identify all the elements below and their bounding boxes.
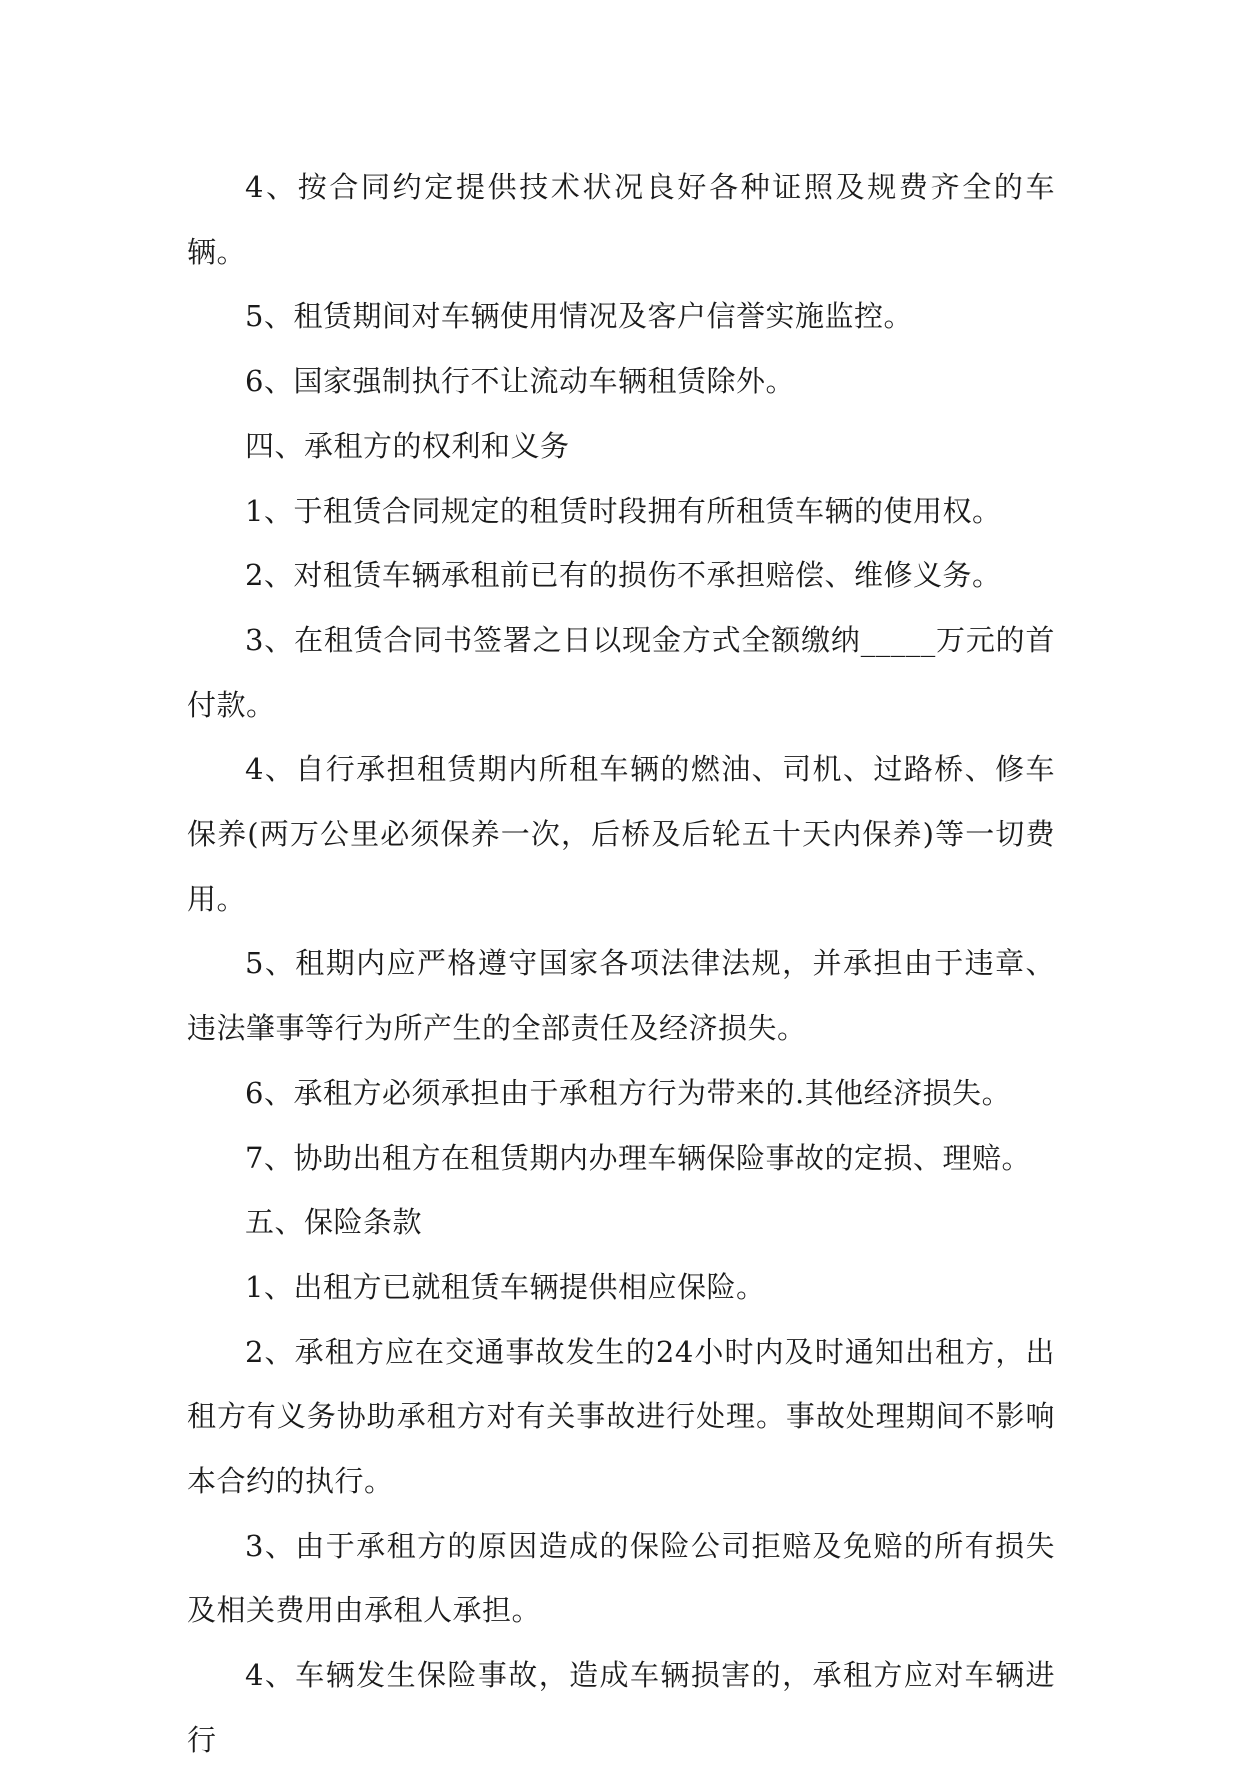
clause-insurance-1: 1、出租方已就租赁车辆提供相应保险。 bbox=[245, 1269, 766, 1304]
clause-insurance-4: 4、车辆发生保险事故，造成车辆损害的，承租方应对车辆进行 bbox=[187, 1658, 1055, 1757]
clause-lessee-6: 6、承租方必须承担由于承租方行为带来的.其他经济损失。 bbox=[245, 1075, 1012, 1110]
clause-lessee-1: 1、于租赁合同规定的租赁时段拥有所租赁车辆的使用权。 bbox=[245, 493, 1002, 528]
clause-lessee-3: 3、在租赁合同书签署之日以现金方式全额缴纳_____万元的首付款。 bbox=[187, 622, 1055, 722]
section-heading-lessee-rights: 四、承租方的权利和义务 bbox=[245, 428, 570, 463]
clause-lessee-2: 2、对租赁车辆承租前已有的损伤不承担赔偿、维修义务。 bbox=[245, 558, 1002, 593]
clause-lessor-4: 4、按合同约定提供技术状况良好各种证照及规费齐全的车辆。 bbox=[187, 170, 1055, 269]
clause-lessee-5: 5、租期内应严格遵守国家各项法律法规，并承担由于违章、违法肇事等行为所产生的全部责任及经济损失。 bbox=[187, 946, 1055, 1046]
clause-lessor-5: 5、租赁期间对车辆使用情况及客户信誉实施监控。 bbox=[245, 299, 913, 334]
document-body bbox=[187, 155, 1055, 1773]
clause-lessee-7: 7、协助出租方在租赁期内办理车辆保险事故的定损、理赔。 bbox=[245, 1140, 1031, 1175]
clause-lessor-6: 6、国家强制执行不让流动车辆租赁除外。 bbox=[245, 364, 795, 399]
section-heading-insurance: 五、保险条款 bbox=[245, 1205, 423, 1240]
clause-lessee-4: 4、自行承担租赁期内所租车辆的燃油、司机、过路桥、修车保养(两万公里必须保养一次，后桥及后轮五十天内保养)等一切费用。 bbox=[187, 752, 1055, 916]
clause-insurance-3: 3、由于承租方的原因造成的保险公司拒赔及免赔的所有损失及相关费用由承租人承担。 bbox=[187, 1528, 1055, 1628]
clause-insurance-2: 2、承租方应在交通事故发生的24小时内及时通知出租方，出租方有义务协助承租方对有关事故进行处理。事故处理期间不影响本合约的执行。 bbox=[187, 1334, 1055, 1499]
